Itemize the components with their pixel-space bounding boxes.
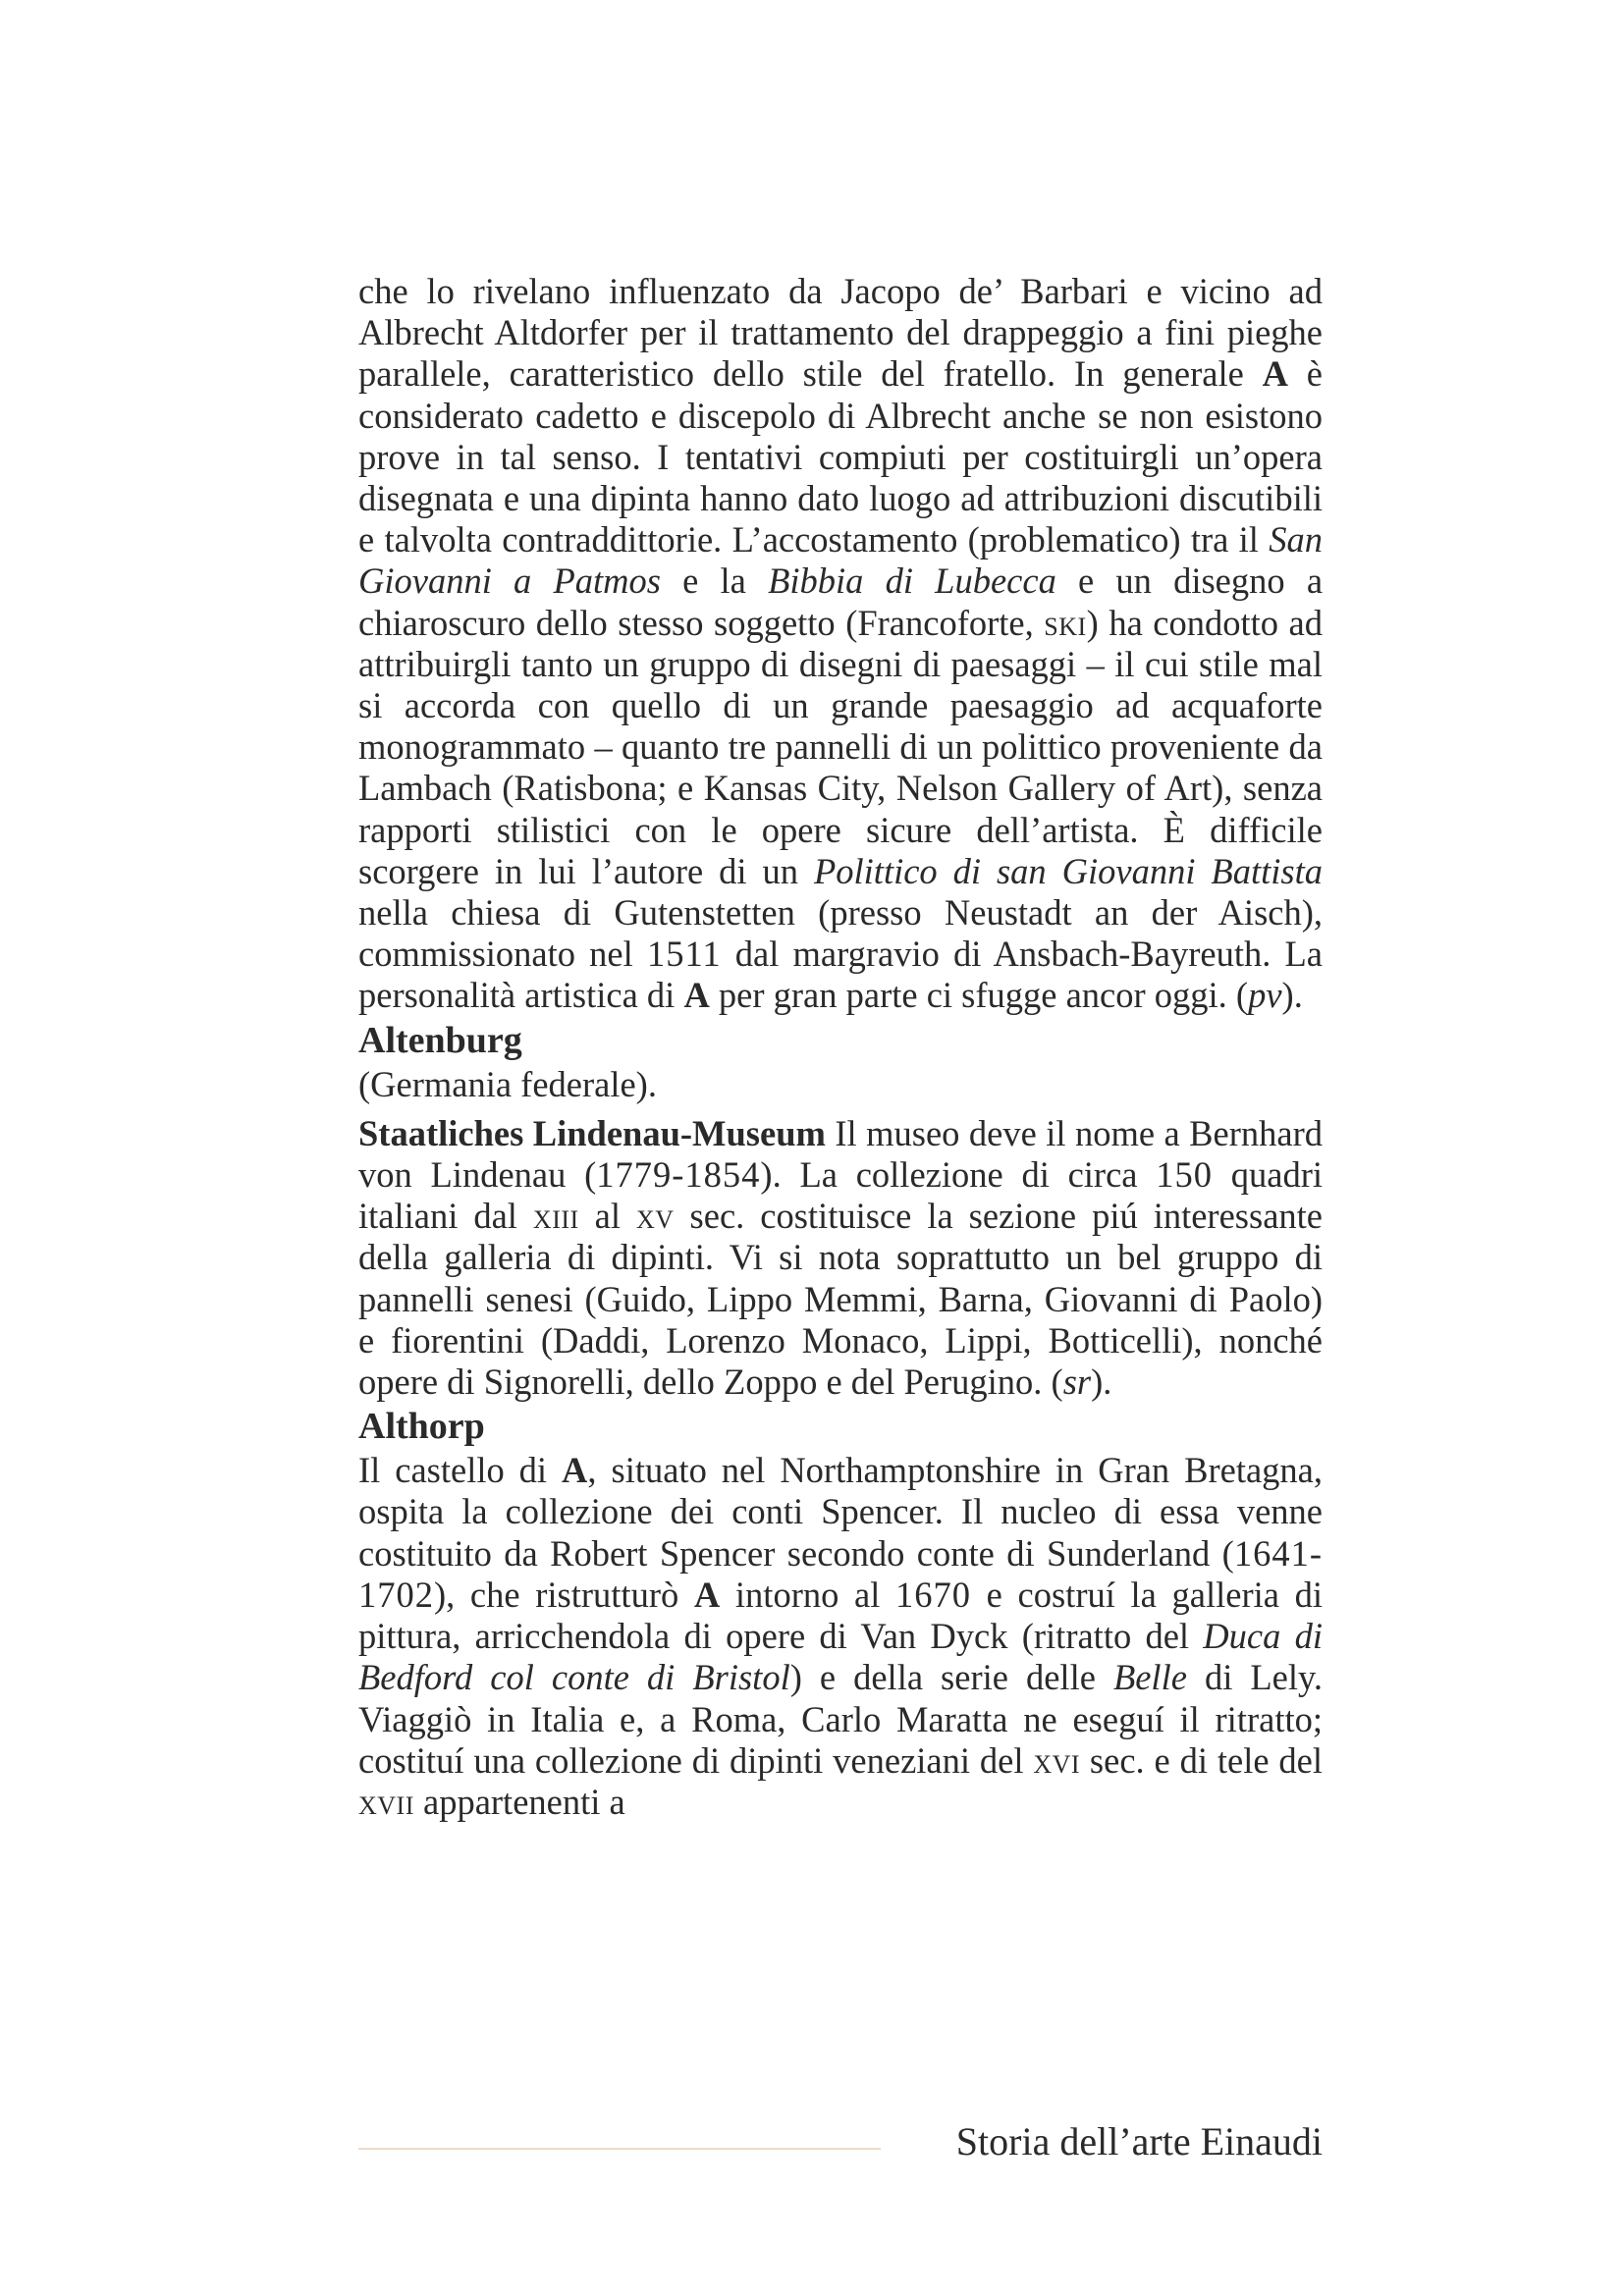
artwork-title: Bibbia di Lubecca: [768, 561, 1056, 602]
dates: 1779-1854: [596, 1154, 761, 1196]
text-column: [358, 271, 1323, 1823]
text-run: e un disegno a chiaroscuro dello stesso soggetto (Francoforte,: [358, 561, 1324, 643]
althorp-paragraph: [358, 1450, 1323, 1823]
text-run: per gran parte ci sfugge ancor oggi. (: [709, 975, 1249, 1016]
dates: 1641-1702: [358, 1532, 1323, 1615]
footer-title: Storia dell’arte Einaudi: [955, 2119, 1323, 2163]
text-run: sec. e di tele del: [1080, 1739, 1323, 1781]
entry-subtitle: (Germania federale).: [358, 1063, 657, 1104]
entry-abbrev: A: [1262, 353, 1288, 395]
artwork-title: San Giovanni a Patmos: [358, 519, 1323, 602]
entry-abbrev: A: [683, 975, 710, 1016]
text-run: ).: [1091, 1362, 1112, 1403]
author-initials: sr: [1062, 1362, 1092, 1403]
footer-rule: [358, 2148, 881, 2150]
century: xiii: [532, 1196, 579, 1237]
museum-paragraph: [358, 1113, 1323, 1403]
text-run: nella chiesa di Gutenstetten (presso Neustadt an der Aisch), commissionato nel: [358, 892, 1323, 975]
text-run: intorno al: [720, 1574, 896, 1615]
count: 150: [1156, 1154, 1213, 1196]
year: 1670: [895, 1574, 972, 1615]
artwork-title: Polittico di san Giovanni Battista: [813, 850, 1323, 891]
text-run: ). La collezione di circa: [760, 1154, 1157, 1196]
century: xv: [636, 1196, 675, 1237]
text-run: al: [578, 1196, 636, 1237]
year: 1511: [646, 934, 722, 975]
text-run: che lo rivelano influenzato da Jacopo de’ Barbari e vicino ad Albrecht Altdorfer per il trattamento del drappeggio a fini pieghe parallele, caratteristico dello stile del fratello. In generale: [358, 271, 1323, 395]
text-run: , situato nel Northamptonshire in Gran Bretagna, ospita la collezione dei conti Spencer. Il nucleo di essa venne costituito da Robert Spencer secondo conte di Sunderland (: [358, 1450, 1323, 1574]
entry-heading-althorp: Althorp: [358, 1406, 485, 1448]
text-run: appartenenti a: [413, 1781, 625, 1822]
entry-abbrev: A: [562, 1450, 588, 1491]
century: xvi: [1033, 1739, 1081, 1781]
entry-heading-altenburg: Altenburg: [358, 1019, 522, 1061]
text-run: e costruí la galleria di pittura, arricchendola di opere di Van Dyck (ritratto del: [358, 1574, 1324, 1657]
artwork-title: Belle: [1112, 1657, 1187, 1698]
entry-abbrev: A: [693, 1574, 721, 1615]
text-run: Il museo deve il nome a Bernhard von Lindenau (: [358, 1112, 1323, 1196]
text-run: ) ha condotto ad attribuirgli tanto un gruppo di disegni di paesaggi – il cui stile mal si accorda con quello di un grande paesaggio ad acquaforte monogrammato – quanto tre pannelli di un polittico proveniente da Lambach (Ratisbona; e Kansas City, Nelson Gallery of Art), senza rapporti stilistici con le opere sicure dell’artista. È difficile scorgere in lui l’autore di un: [358, 602, 1323, 891]
text-run: e la: [660, 561, 769, 602]
text-run: dal margravio di Ansbach-Bayreuth. La personalità artistica di: [358, 934, 1323, 1016]
intro-paragraph: [358, 271, 1323, 1017]
text-run: ).: [1281, 975, 1303, 1016]
text-run: quadri italiani dal: [358, 1154, 1324, 1237]
text-run: di Lely. Viaggiò in Italia e, a Roma, Carlo Maratta ne eseguí il ritratto; costituí una collezione di dipinti veneziani del: [358, 1657, 1323, 1781]
text-run: Il castello di: [358, 1450, 563, 1491]
author-initials: pv: [1248, 975, 1282, 1016]
text-run: ) e della serie delle: [789, 1657, 1113, 1698]
museum-name: Staatliches Lindenau-Museum: [358, 1112, 826, 1153]
text-run: sec. costituisce la sezione piú interessante della galleria di dipinti. Vi si nota soprattutto un bel gruppo di pannelli senesi (Guido, Lippo Memmi, Barna, Giovanni di Paolo) e fiorentini (Daddi, Lorenzo Monaco, Lippi, Botticelli), nonché opere di Signorelli, dello Zoppo e del Perugino. (: [358, 1196, 1323, 1403]
text-run: è considerato cadetto e discepolo di Albrecht anche se non esistono prove in tal senso. I tentativi compiuti per costituirgli un’opera disegnata e una dipinta hanno dato luogo ad attribuzioni discutibili e talvolta contraddittorie. L’accostamento (problematico) tra il: [358, 353, 1323, 561]
text-run: ), che ristrutturò: [434, 1574, 694, 1615]
artwork-title: Duca di Bedford col conte di Bristol: [358, 1616, 1323, 1698]
century: xvii: [358, 1781, 414, 1822]
museum-abbrev: ski: [1044, 602, 1087, 643]
